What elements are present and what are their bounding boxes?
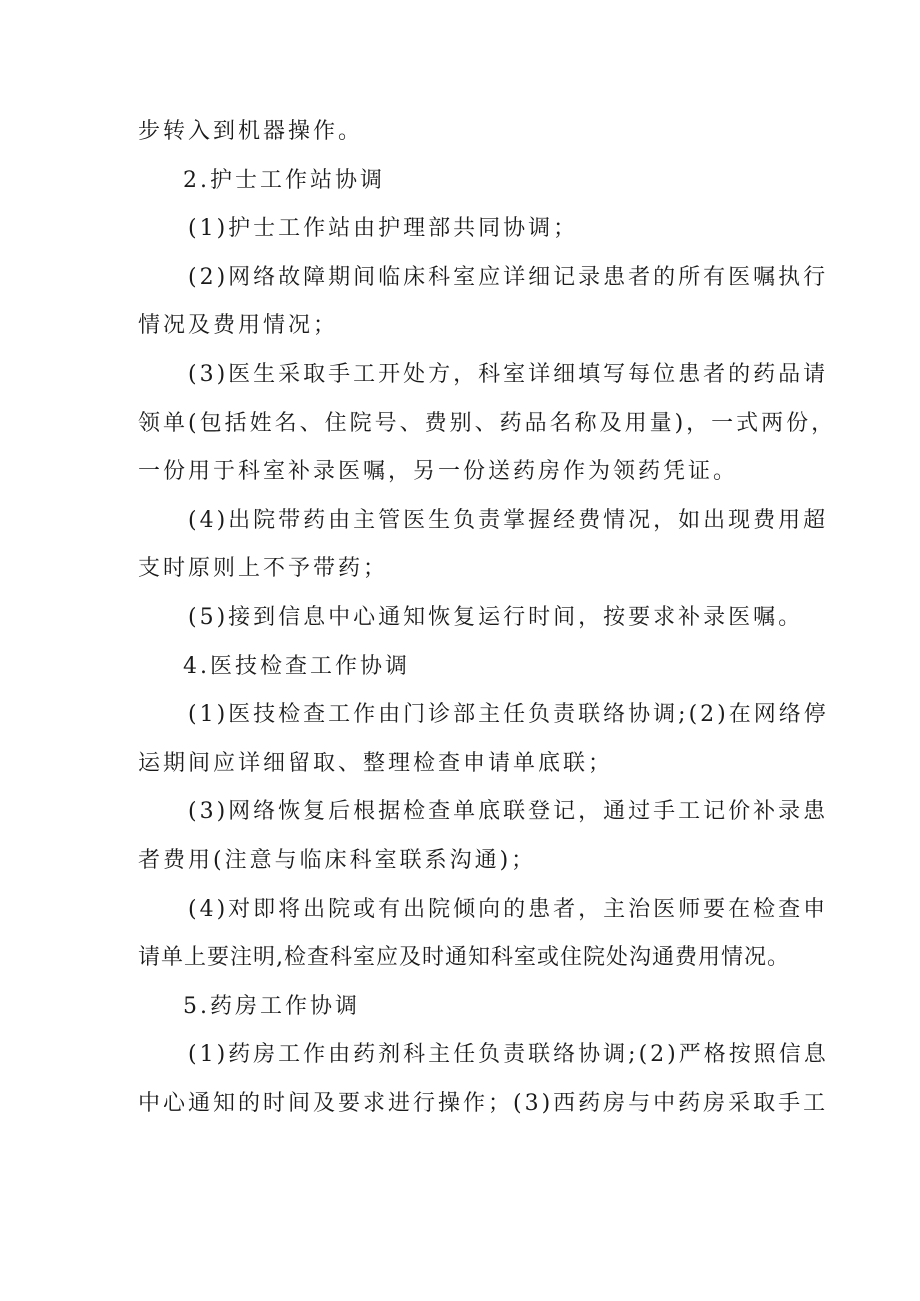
document-body [138, 108, 837, 1128]
section-heading: 4.医技检查工作协调 [183, 653, 410, 679]
text-line: 中心通知的时间及要求进行操作；(3)西药房与中药房采取手工 [138, 1090, 829, 1116]
section-heading: 2.护士工作站协调 [183, 167, 385, 193]
list-item: (3)网络恢复后根据检查单底联登记，通过手工记价补录患 [188, 799, 829, 825]
list-item: (3)医生采取手工开处方，科室详细填写每位患者的药品请 [188, 361, 829, 387]
list-item: (5)接到信息中心通知恢复运行时间，按要求补录医嘱。 [188, 604, 804, 630]
list-item: (1)护士工作站由护理部共同协调； [188, 216, 579, 242]
text-line: 领单(包括姓名、住院号、费别、药品名称及用量)，一式两份， [138, 410, 837, 436]
list-item: (1)药房工作由药剂科主任负责联络协调;(2)严格按照信息 [188, 1042, 829, 1068]
text-line: 支时原则上不予带药； [138, 556, 389, 582]
text-line: 步转入到机器操作。 [138, 119, 364, 144]
section-heading: 5.药房工作协调 [183, 993, 360, 1019]
text-line: 情况及费用情况； [138, 313, 339, 339]
list-item: (4)对即将出院或有出院倾向的患者，主治医师要在检查申 [188, 896, 829, 922]
text-line: 一份用于科室补录医嘱，另一份送药房作为领药凭证。 [138, 459, 739, 485]
text-line: 请单上要注明,检查科室应及时通知科室或住院处沟通费用情况。 [138, 945, 790, 971]
list-item: (1)医技检查工作由门诊部主任负责联络协调;(2)在网络停 [188, 702, 829, 728]
text-line: 者费用(注意与临床科室联系沟通)； [138, 847, 537, 873]
list-item: (2)网络故障期间临床科室应详细记录患者的所有医嘱执行 [188, 264, 829, 290]
list-item: (4)出院带药由主管医生负责掌握经费情况，如出现费用超 [188, 507, 829, 533]
text-line: 运期间应详细留取、整理检查申请单底联； [138, 750, 614, 776]
